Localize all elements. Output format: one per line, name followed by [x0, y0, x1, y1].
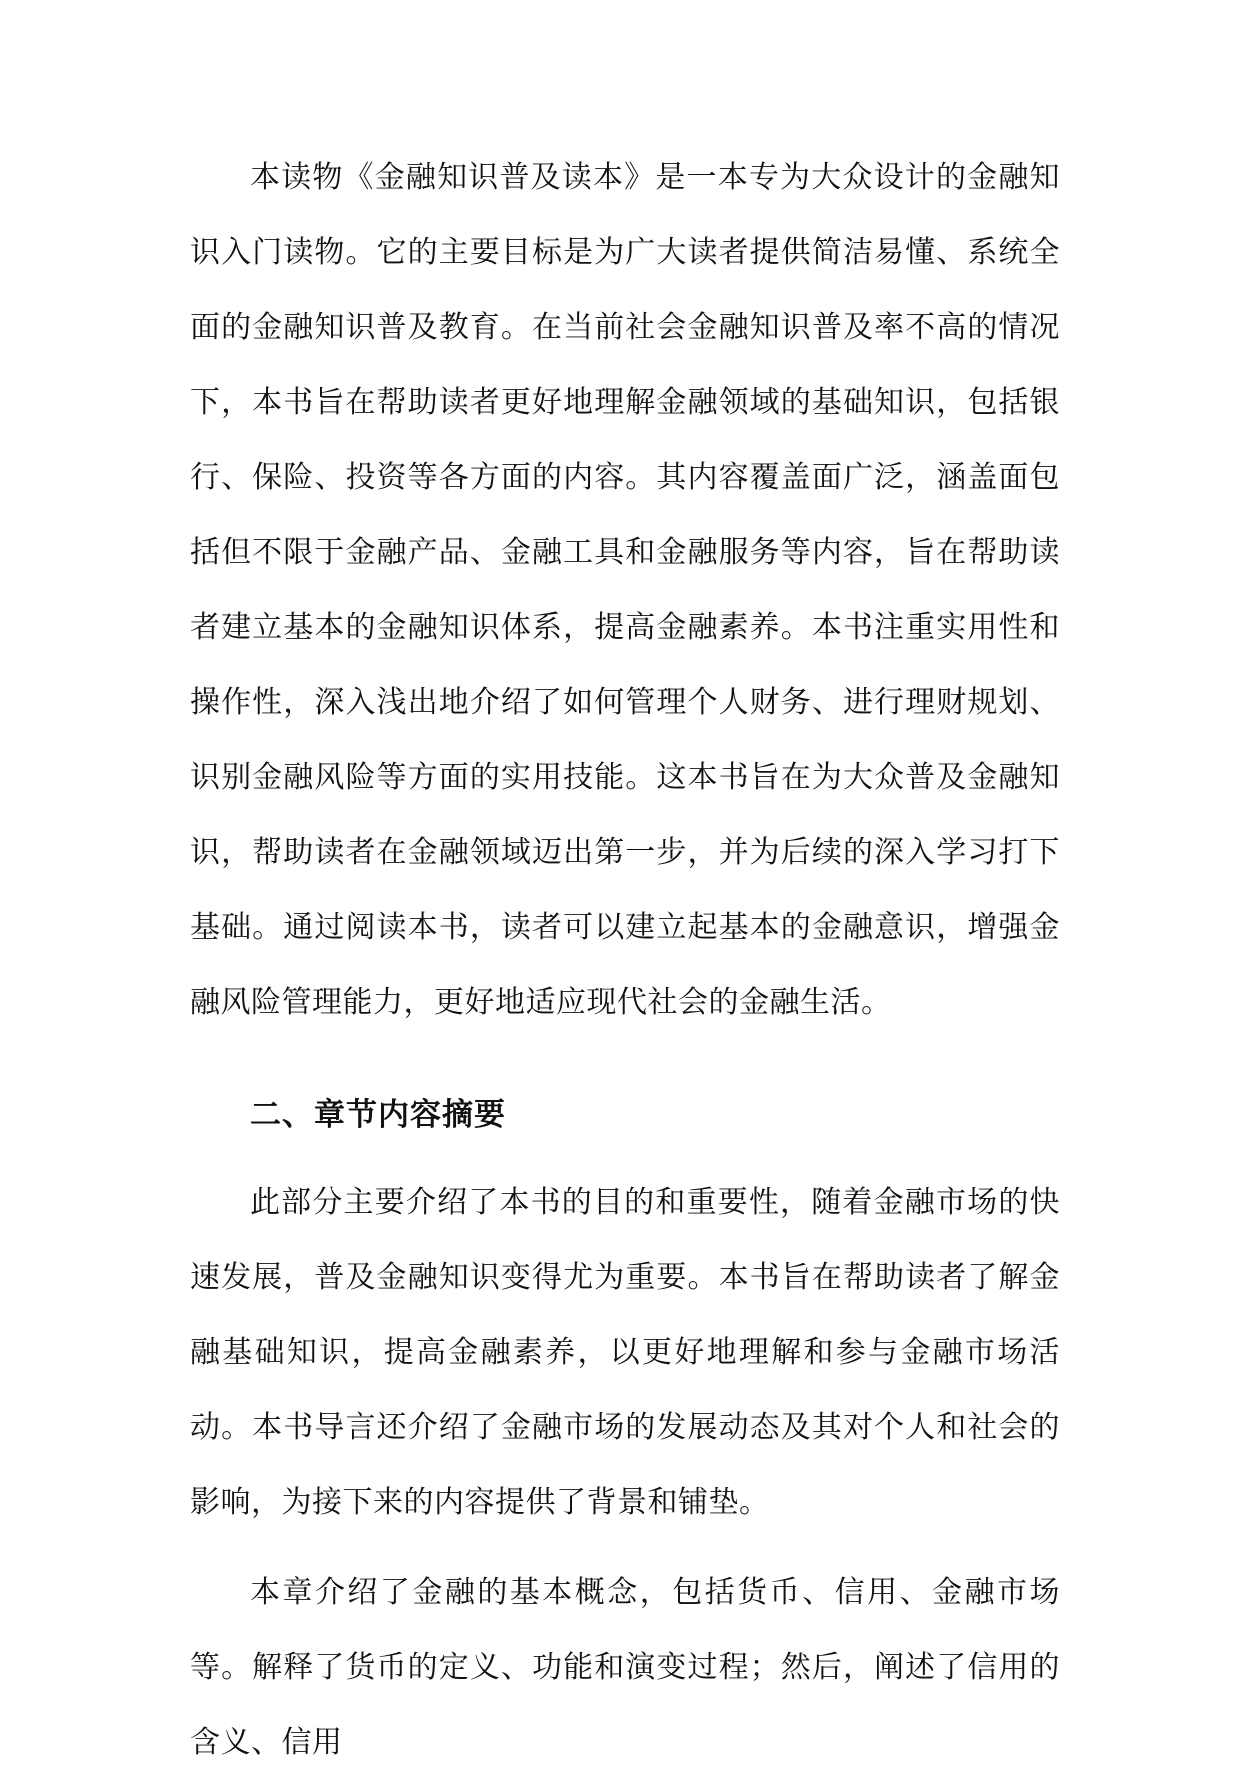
section-heading: 二、章节内容摘要	[250, 1097, 506, 1133]
section-paragraph-2: 本章介绍了金融的基本概念，包括货币、信用、金融市场等。解释了货币的定义、功能和演变过程；然后，阐述了信用的含义、信用	[190, 1575, 1060, 1760]
page-content	[190, 140, 1060, 1780]
intro-paragraph: 本读物《金融知识普及读本》是一本专为大众设计的金融知识入门读物。它的主要目标是为广大读者提供简洁易懂、系统全面的金融知识普及教育。在当前社会金融知识普及率不高的情况下，本书旨在帮助读者更好地理解金融领域的基础知识，包括银行、保险、投资等各方面的内容。其内容覆盖面广泛，涵盖面包括但不限于金融产品、金融工具和金融服务等内容，旨在帮助读者建立基本的金融知识体系，提高金融素养。本书注重实用性和操作性，深入浅出地介绍了如何管理个人财务、进行理财规划、识别金融风险等方面的实用技能。这本书旨在为大众普及金融知识，帮助读者在金融领域迈出第一步，并为后续的深入学习打下基础。通过阅读本书，读者可以建立起基本的金融意识，增强金融风险管理能力，更好地适应现代社会的金融生活。	[190, 160, 1060, 1020]
section-paragraph-1: 此部分主要介绍了本书的目的和重要性，随着金融市场的快速发展，普及金融知识变得尤为重要。本书旨在帮助读者了解金融基础知识，提高金融素养，以更好地理解和参与金融市场活动。本书导言还介绍了金融市场的发展动态及其对个人和社会的影响，为接下来的内容提供了背景和铺垫。	[190, 1185, 1060, 1520]
